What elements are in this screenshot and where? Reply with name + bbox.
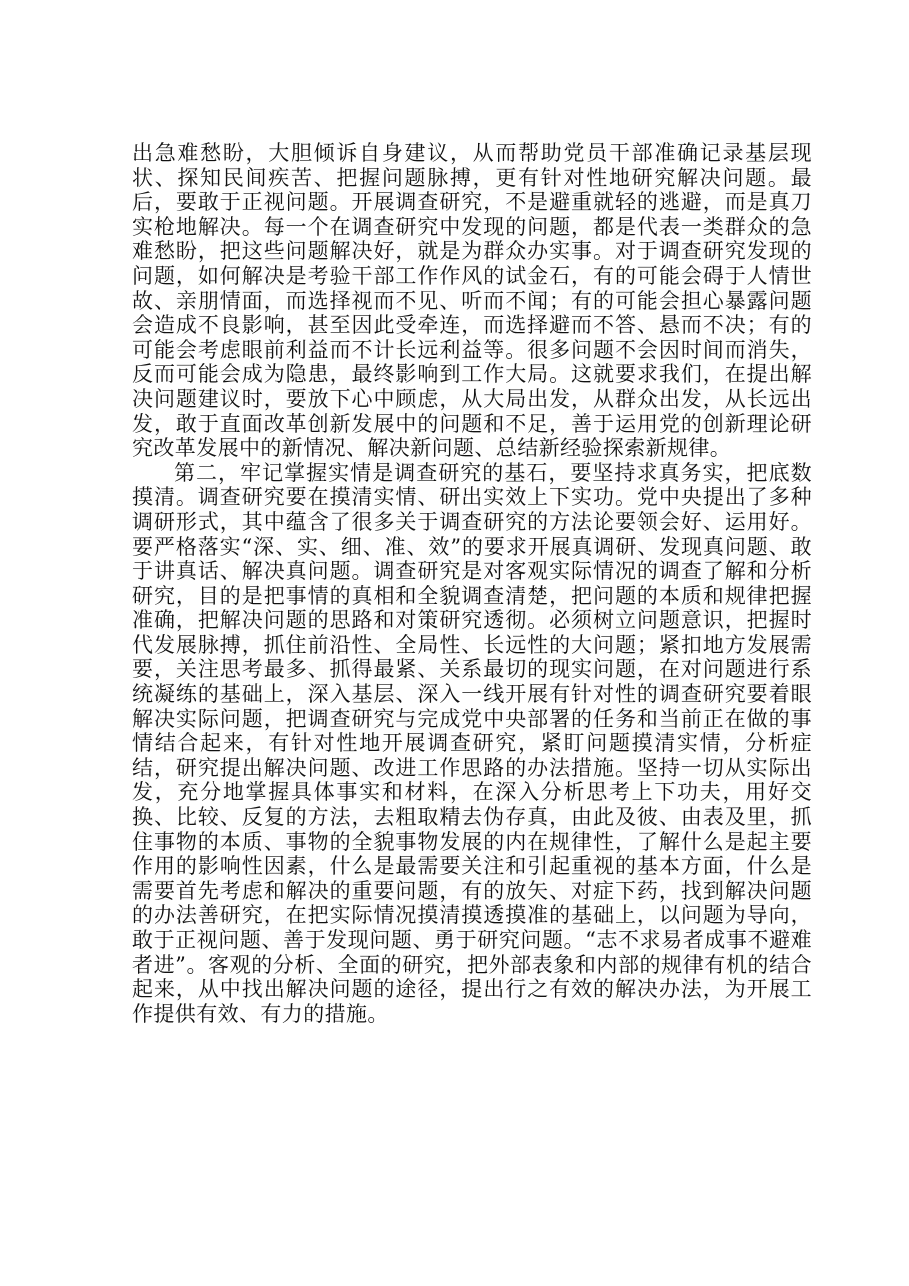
paragraph-continuation: 出急难愁盼，大胆倾诉自身建议，从而帮助党员干部准确记录基层现状、探知民间疾苦、把握问题脉搏，更有针对性地研究解决问题。最后，要敢于正视问题。开展调查研究，不是避重就轻的逃避，而是真刀实枪地解决。每一个在调查研究中发现的问题，都是代表一类群众的急难愁盼，把这些问题解决好，就是为群众办实事。对于调查研究发现的问题，如何解决是考验干部工作作风的试金石，有的可能会碍于人情世故、亲朋情面，而选择视而不见、听而不闻；有的可能会担心暴露问题会造成不良影响，甚至因此受牵连，而选择避而不答、悬而不决；有的可能会考虑眼前利益而不计长远利益等。很多问题不会因时间而消失，反而可能会成为隐患，最终影响到工作大局。这就要求我们，在提出解决问题建议时，要放下心中顾虑，从大局出发，从群众出发，从长远出发，敢于直面改革创新发展中的问题和不足，善于运用党的创新理论研究改革发展中的新情况、解决新问题、总结新经验探索新规律。 bbox=[132, 141, 812, 461]
paragraph-second-point: 第二，牢记掌握实情是调查研究的基石，要坚持求真务实，把底数摸清。调查研究要在摸清实情、研出实效上下实功。党中央提出了多种调研形式，其中蕴含了很多关于调查研究的方法论要领会好、运用好。要严格落实“深、实、细、准、效”的要求开展真调研、发现真问题、敢于讲真话、解决真问题。调查研究是对客观实际情况的调查了解和分析研究，目的是把事情的真相和全貌调查清楚，把问题的本质和规律把握准确，把解决问题的思路和对策研究透彻。必须树立问题意识，把握时代发展脉搏，抓住前沿性、全局性、长远性的大问题；紧扣地方发展需要，关注思考最多、抓得最紧、关系最切的现实问题，在对问题进行系统凝练的基础上，深入基层、深入一线开展有针对性的调查研究要着眼解决实际问题，把调查研究与完成党中央部署的任务和当前正在做的事情结合起来，有针对性地开展调查研究，紧盯问题摸清实情，分析症结，研究提出解决问题、改进工作思路的办法措施。坚持一切从实际出发，充分地掌握具体事实和材料，在深入分析思考上下功夫，用好交换、比较、反复的方法，去粗取精去伪存真，由此及彼、由表及里，抓住事物的本质、事物的全貌事物发展的内在规律性，了解什么是起主要作用的影响性因素，什么是最需要关注和引起重视的基本方面，什么是需要首先考虑和解决的重要问题，有的放矢、对症下药，找到解决问题的办法善研究，在把实际情况摸清摸透摸准的基础上，以问题为导向，敢于正视问题、善于发现问题、勇于研究问题。“志不求易者成事不避难者进”。客观的分析、全面的研究，把外部表象和内部的规律有机的结合起来，从中找出解决问题的途径，提出行之有效的解决办法，为开展工作提供有效、有力的措施。 bbox=[132, 460, 812, 1026]
body-text bbox=[132, 141, 812, 1026]
